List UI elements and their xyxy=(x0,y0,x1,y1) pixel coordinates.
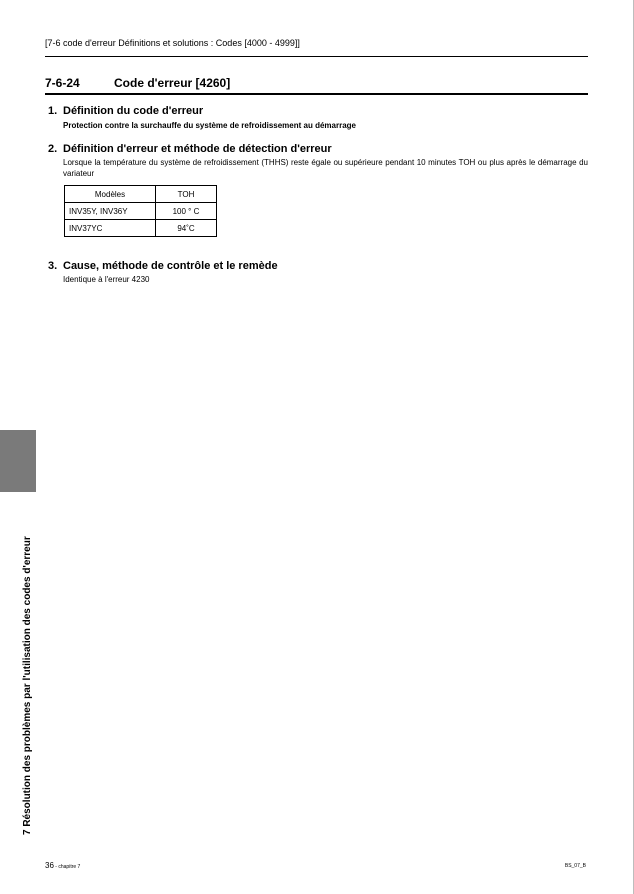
table-cell-toh: 94˚C xyxy=(156,220,217,237)
item-3-title: Cause, méthode de contrôle et le remède xyxy=(63,260,278,272)
header-breadcrumb: [7-6 code d'erreur Définitions et solutions : Codes [4000 - 4999]] xyxy=(45,38,300,48)
footer-chapter: chapitre 7 xyxy=(58,864,81,870)
item-1-title: Définition du code d'erreur xyxy=(63,105,204,117)
table-cell-model: INV35Y, INV36Y xyxy=(65,203,156,220)
table-header-models: Modèles xyxy=(65,186,156,203)
header-rule xyxy=(45,56,588,57)
table-row xyxy=(65,203,217,220)
footer-separator: - xyxy=(53,864,59,870)
table-row xyxy=(65,220,217,237)
table-header-toh: TOH xyxy=(156,186,217,203)
item-3-number: 3. xyxy=(48,260,58,272)
table-cell-model: INV37YC xyxy=(65,220,156,237)
chapter-side-tab xyxy=(0,430,36,492)
item-2-title: Définition d'erreur et méthode de détection d'erreur xyxy=(63,143,332,155)
section-number: 7-6-24 xyxy=(45,76,80,90)
item-1-text: Protection contre la surchauffe du système de refroidissement au démarrage xyxy=(63,121,356,130)
item-1-number: 1. xyxy=(48,105,58,117)
chapter-side-label: 7 Résolution des problèmes par l'utilisation des codes d'erreur xyxy=(22,536,33,835)
item-2-text: Lorsque la température du système de refroidissement (THHS) reste égale ou supérieure pendant 10 minutes TOH ou plus après le démarrage du variateur xyxy=(63,158,588,178)
section-rule xyxy=(45,93,588,95)
footer-doc-code: BS_07_B xyxy=(564,863,586,869)
toh-table xyxy=(64,185,217,237)
footer-page-info xyxy=(45,861,80,870)
section-title: Code d'erreur [4260] xyxy=(114,76,231,90)
item-2-number: 2. xyxy=(48,143,58,155)
item-3-text: Identique à l'erreur 4230 xyxy=(63,275,150,284)
page-number: 36 xyxy=(45,861,54,870)
table-cell-toh: 100 ° C xyxy=(156,203,217,220)
table-header-row xyxy=(65,186,217,203)
